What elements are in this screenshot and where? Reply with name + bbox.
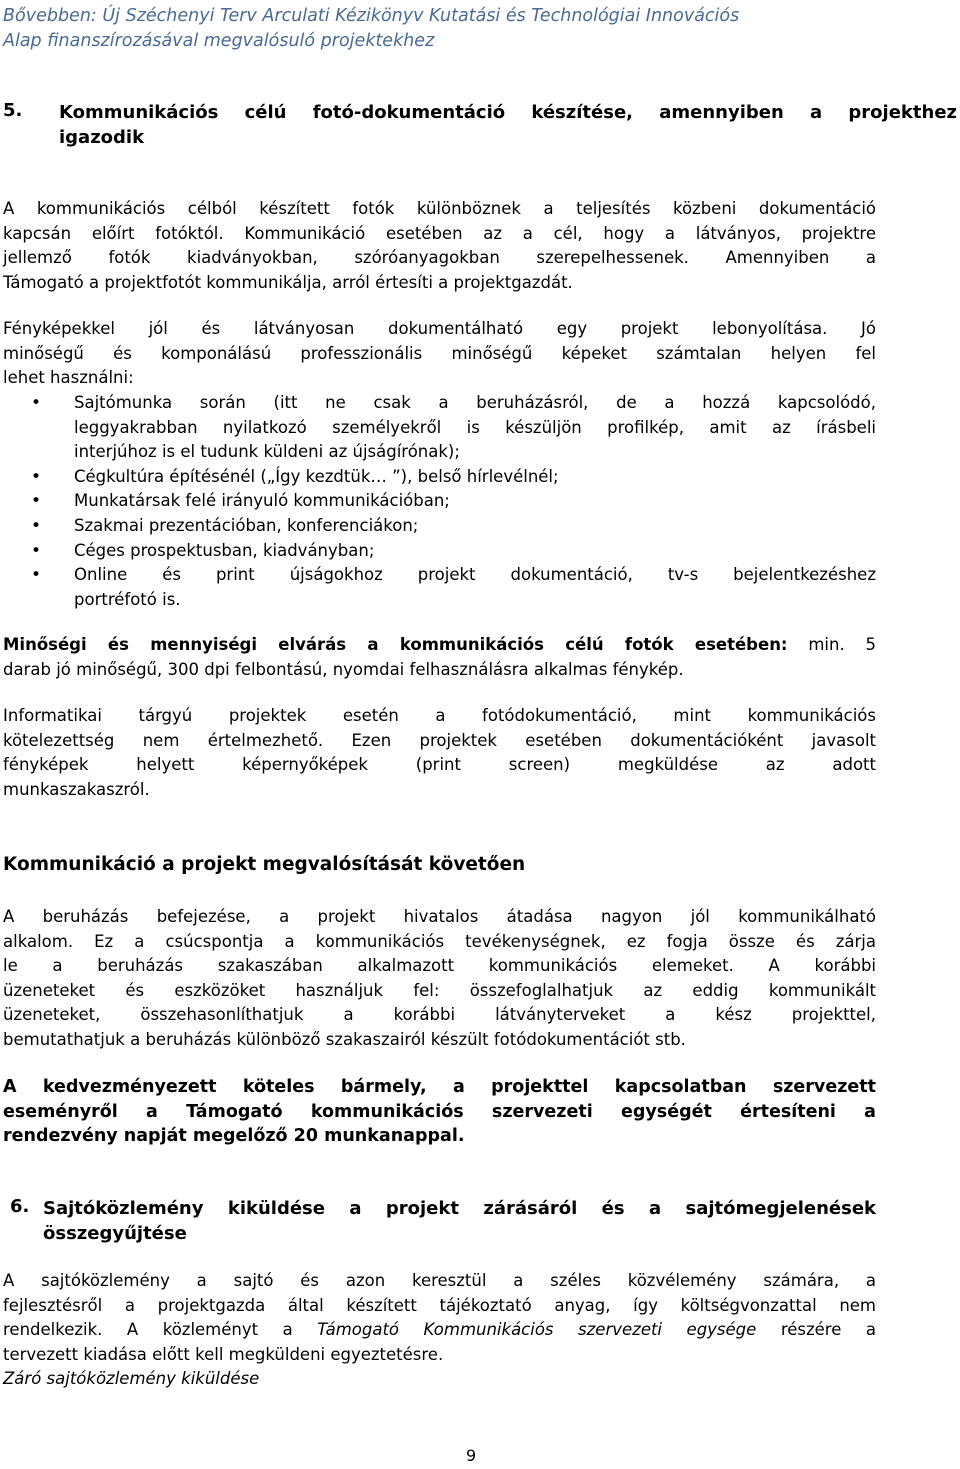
page-number: 9	[466, 1446, 477, 1465]
paragraph-it-projects: Informatikai tárgyú projektek esetén a fotódokumentáció, mint kommunikációs kötelezettség nem értelmezhető. Ezen projektek esetében dokumentációként javasolt fényképek helyett képernyőképek (print screen) megküldése az adott munkaszakaszról.	[3, 706, 876, 799]
header-line-2: Alap finanszírozásával megvalósuló projektekhez	[3, 31, 435, 51]
paragraph-photo-usage: Fényképekkel jól és látványosan dokumentálható egy projekt lebonyolítása. Jó minőségű és komponálású professzionális minőségű képeket számtalan helyen fel lehet használni:	[3, 319, 876, 388]
list-item: • Cégkultúra építésénél („Így kezdtük… ”), belső hírlevélnél;	[3, 465, 876, 490]
list-item: • Szakmai prezentációban, konferenciákon;	[3, 514, 876, 539]
usage-bullet-list	[3, 391, 876, 612]
paragraph-event-notice: A kedvezményezett köteles bármely, a projekttel kapcsolatban szervezett eseményről a Támogató kommunikációs szervezeti egységét értesíteni a rendezvény napját megelőző 20 munkanappal.	[3, 1077, 876, 1147]
paragraph-photo-purpose: A kommunikációs célból készített fotók különböznek a teljesítés közbeni dokumentáció kapcsán előírt fotóktól. Kommunikáció esetében az a cél, hogy a látványos, projektre jellemző fotók kiadványokban, szóróanyagokban szerepelhessenek. Amennyiben a Támogató a projektfotót kommunikálja, arról értesíti a projektgazdát.	[3, 199, 876, 292]
list-item: • Céges prospektusban, kiadványban;	[3, 539, 876, 564]
section-5-title: Kommunikációs célú fotó-dokumentáció készítése, amennyiben a projekthez igazodik	[59, 102, 957, 148]
list-item: • Munkatársak felé irányuló kommunikációban;	[3, 489, 876, 514]
section-after-title: Kommunikáció a projekt megvalósítását követően	[3, 854, 526, 875]
section-6-title: Sajtóközlemény kiküldése a projekt zárásáról és a sajtómegjelenések összegyűjtése	[43, 1198, 876, 1244]
section-6-number: 6.	[10, 1196, 30, 1217]
paragraph-press-release: A sajtóközlemény a sajtó és azon keresztül a széles közvélemény számára, a fejlesztésről a projektgazda által készített tájékoztató anyag, így költségvonzattal nem rendelkezik. A közleményt a Támogató Kommunikációs szervezeti egysége részére a tervezett kiadása előtt kell megküldeni egyeztetésre. Záró sajtóközlemény kiküldése	[3, 1271, 877, 1389]
list-item: • Sajtómunka során (itt ne csak a beruházásról, de a hozzá kapcsolódó, leggyakrabban nyilatkozó személyekről is készüljön profilkép, amit az írásbeli interjúhoz is el tudunk küldeni az újságírónak);	[3, 391, 876, 465]
header-line-1: Bővebben: Új Széchenyi Terv Arculati Kézikönyv Kutatási és Technológiai Innovációs	[3, 6, 740, 26]
paragraph-project-closure: A beruházás befejezése, a projekt hivatalos átadása nagyon jól kommunikálható alkalom. Ez a csúcspontja a kommunikációs tevékenységnek, ez fogja össze és zárja le a beruházás szakaszában alkalmazott kommunikációs elemeket. A korábbi üzeneteket és eszközöket használjuk fel: összefoglalhatjuk az eddig kommunikált üzeneteket, összehasonlíthatjuk a korábbi látványterveket a kész projekttel, bemutathatjuk a beruházás különböző szakaszairól készült fotódokumentációt stb.	[3, 907, 876, 1049]
document-header	[3, 4, 903, 54]
section-5-number: 5.	[3, 100, 23, 121]
quality-requirement-label: Minőségi és mennyiségi elvárás a kommunikációs célú fotók esetében:	[3, 635, 788, 654]
paragraph-quality-requirements: Minőségi és mennyiségi elvárás a kommunikációs célú fotók esetében: min. 5 darab jó minőségű, 300 dpi felbontású, nyomdai felhasználásra alkalmas fénykép.	[3, 635, 876, 679]
list-item: • Online és print újságokhoz projekt dokumentáció, tv-s bejelentkezéshez portréfotó is.	[3, 563, 876, 612]
